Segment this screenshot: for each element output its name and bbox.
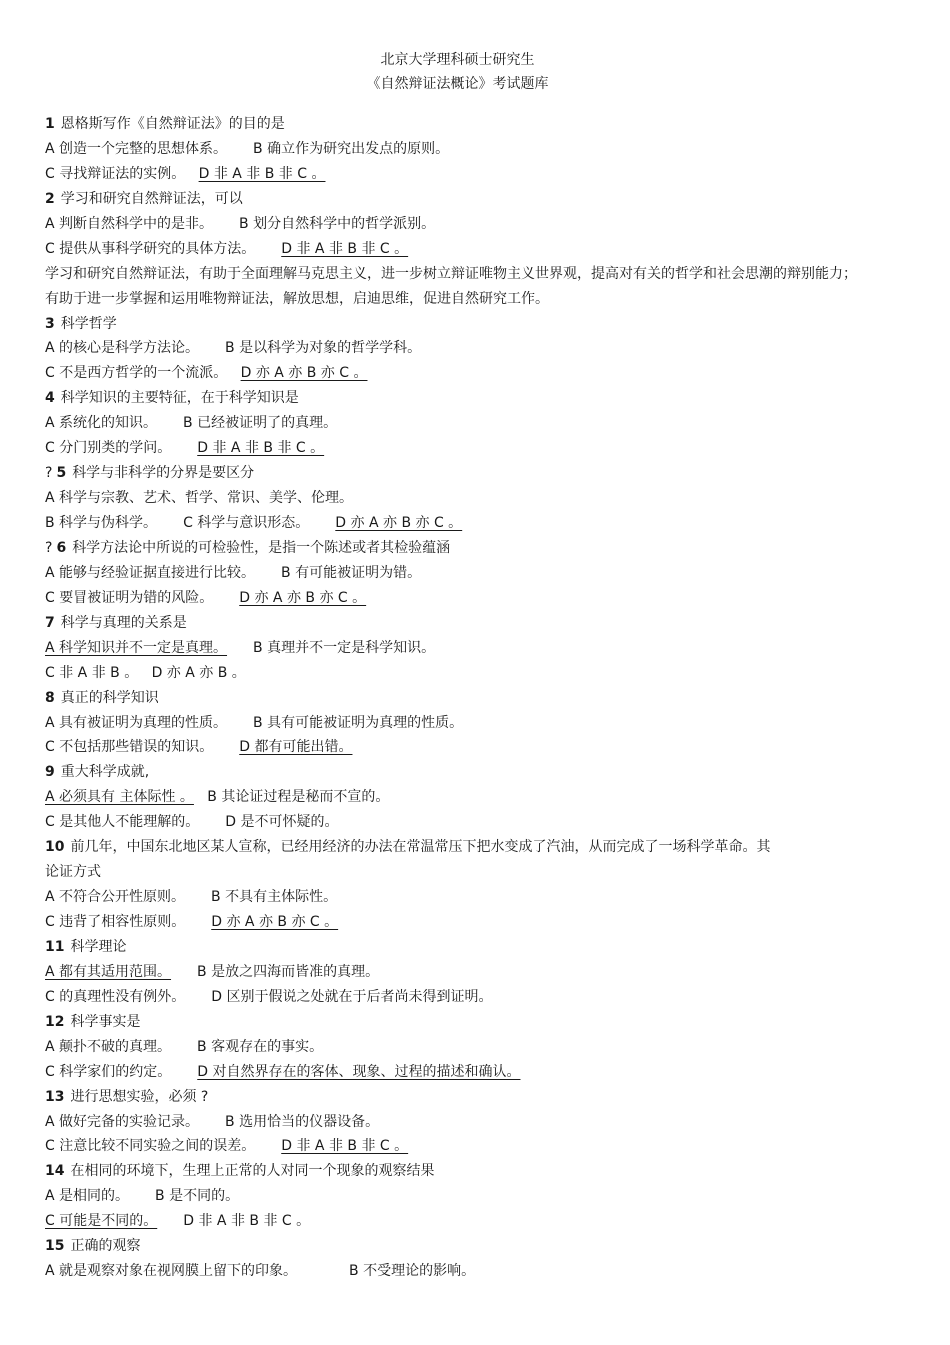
option-d-answer: D 对自然界存在的客体、现象、过程的描述和确认。 — [197, 1063, 521, 1080]
option-c: C 非 A 非 B 。 — [45, 664, 139, 681]
question-6 — [45, 536, 870, 611]
option-b: B 客观存在的事实。 — [197, 1038, 324, 1055]
question-stem: 进行思想实验，必须 ? — [70, 1088, 209, 1105]
option-c: C 科学家们的约定。 — [45, 1063, 172, 1080]
option-d-answer: D 都有可能出错。 — [239, 739, 353, 756]
question-stem: 恩格斯写作《自然辩证法》的目的是 — [60, 116, 285, 132]
option-a: A 不符合公开性原则。 — [45, 889, 186, 906]
option-c: C 违背了相容性原则。 — [45, 914, 186, 931]
question-stem: 科学理论 — [70, 938, 127, 955]
option-b: B 选用恰当的仪器设备。 — [225, 1113, 380, 1130]
option-a: A 科学与宗教、艺术、哲学、常识、美学、伦理。 — [45, 490, 354, 507]
document-header — [45, 48, 870, 96]
option-a: A 颠扑不破的真理。 — [45, 1038, 172, 1055]
question-stem: 在相同的环境下，生理上正常的人对同一个现象的观察结果 — [70, 1163, 435, 1180]
question-stem: 前几年，中国东北地区某人宣称，已经用经济的办法在常温常压下把水变成了汽油，从而完成了一场科学革命。其 — [70, 839, 771, 856]
question-number: 1 — [45, 116, 55, 132]
question-stem: 科学事实是 — [70, 1013, 141, 1030]
option-c: C 科学与意识形态。 — [183, 515, 310, 532]
document-title-line1: 北京大学理科硕士研究生 — [380, 52, 535, 68]
option-d-answer: D 非 A 非 B 非 C 。 — [281, 1138, 409, 1155]
option-b: B 其论证过程是秘而不宣的。 — [207, 789, 390, 806]
question-prefix-mark: ? — [45, 465, 53, 482]
option-b: B 是放之四海而皆准的真理。 — [197, 963, 380, 980]
option-a: A 的核心是科学方法论。 — [45, 340, 200, 357]
document-title-line2: 《自然辩证法概论》考试题库 — [366, 76, 549, 92]
option-d-answer: D 非 A 非 B 非 C 。 — [281, 240, 409, 257]
option-c: C 不包括那些错误的知识。 — [45, 739, 214, 756]
question-14 — [45, 1159, 870, 1234]
question-number: 8 — [45, 689, 55, 706]
option-a-answer: A 都有其适用范围。 — [45, 963, 172, 980]
question-5 — [45, 461, 870, 536]
option-b: B 已经被证明了的真理。 — [183, 415, 338, 432]
option-d-answer: D 亦 A 亦 B 亦 C 。 — [239, 589, 367, 606]
option-d: D 区别于假说之处就在于后者尚未得到证明。 — [211, 988, 493, 1005]
question-11 — [45, 935, 870, 1010]
option-b: B 科学与伪科学。 — [45, 515, 158, 532]
question-number: 4 — [45, 390, 55, 407]
question-number: 2 — [45, 190, 55, 207]
question-number: 15 — [45, 1238, 65, 1255]
question-stem: 学习和研究自然辩证法，可以 — [60, 190, 243, 207]
question-number: 11 — [45, 938, 65, 955]
question-number: 7 — [45, 614, 55, 631]
option-c: C 寻找辩证法的实例。 — [45, 165, 186, 182]
question-9 — [45, 760, 870, 835]
option-c: C 要冒被证明为错的风险。 — [45, 589, 214, 606]
option-a: A 就是观察对象在视网膜上留下的印象。 — [45, 1263, 298, 1280]
option-d: D 非 A 非 B 非 C 。 — [183, 1213, 311, 1230]
question-8 — [45, 686, 870, 761]
question-4 — [45, 386, 870, 461]
option-d: D 是不可怀疑的。 — [225, 814, 339, 831]
option-b: B 确立作为研究出发点的原则。 — [253, 140, 450, 157]
option-d-answer: D 亦 A 亦 B 亦 C 。 — [211, 914, 339, 931]
question-stem: 科学与真理的关系是 — [60, 614, 187, 631]
option-b: B 具有可能被证明为真理的性质。 — [253, 714, 464, 731]
explanation-note: 学习和研究自然辩证法，有助于全面理解马克思主义，进一步树立辩证唯物主义世界观，提高对有关的哲学和社会思潮的辩别能力；有助于进一步掌握和运用唯物辩证法，解放思想，启迪思维，促进自然研究工作。 — [45, 265, 857, 307]
question-stem: 科学方法论中所说的可检验性，是指一个陈述或者其检验蕴涵 — [72, 539, 451, 556]
option-b: B 真理并不一定是科学知识。 — [253, 639, 436, 656]
question-3 — [45, 312, 870, 387]
question-number: 5 — [56, 465, 67, 482]
question-prefix-mark: ? — [45, 539, 53, 556]
question-number: 3 — [45, 315, 55, 332]
option-d: D 亦 A 亦 B 。 — [151, 664, 246, 681]
question-7 — [45, 611, 870, 686]
option-a: A 判断自然科学中的是非。 — [45, 215, 214, 232]
question-stem: 科学哲学 — [60, 315, 117, 332]
option-a: A 具有被证明为真理的性质。 — [45, 714, 228, 731]
option-c: C 是其他人不能理解的。 — [45, 814, 200, 831]
question-stem: 真正的科学知识 — [60, 689, 159, 706]
option-d-answer: D 非 A 非 B 非 C 。 — [198, 165, 326, 182]
option-c: C 的真理性没有例外。 — [45, 988, 186, 1005]
question-10 — [45, 835, 870, 935]
option-a-answer: A 科学知识并不一定是真理。 — [45, 639, 228, 656]
option-b: B 是不同的。 — [155, 1188, 240, 1205]
question-stem: 重大科学成就, — [60, 764, 150, 781]
question-number: 13 — [45, 1088, 65, 1105]
option-d-answer: D 非 A 非 B 非 C 。 — [197, 440, 325, 457]
question-stem: 正确的观察 — [70, 1238, 141, 1255]
option-a: A 系统化的知识。 — [45, 415, 158, 432]
question-2 — [45, 187, 870, 312]
option-c: C 提供从事科学研究的具体方法。 — [45, 240, 256, 257]
option-c: C 不是西方哲学的一个流派。 — [45, 365, 228, 382]
question-number: 6 — [56, 539, 67, 556]
option-b: B 有可能被证明为错。 — [281, 564, 422, 581]
question-12 — [45, 1010, 870, 1085]
question-stem: 科学知识的主要特征，在于科学知识是 — [60, 390, 299, 407]
question-13 — [45, 1085, 870, 1160]
option-c: C 分门别类的学问。 — [45, 440, 172, 457]
question-15 — [45, 1234, 870, 1284]
option-b: B 是以科学为对象的哲学学科。 — [225, 340, 422, 357]
option-a: A 创造一个完整的思想体系。 — [45, 140, 228, 157]
option-c-answer: C 可能是不同的。 — [45, 1213, 158, 1230]
question-stem-continued: 论证方式 — [45, 864, 101, 881]
question-number: 14 — [45, 1163, 65, 1180]
question-number: 12 — [45, 1013, 65, 1030]
question-number: 10 — [45, 839, 65, 856]
option-d-answer: D 亦 A 亦 B 亦 C 。 — [335, 515, 463, 532]
question-stem: 科学与非科学的分界是要区分 — [72, 465, 255, 482]
option-c: C 注意比较不同实验之间的误差。 — [45, 1138, 256, 1155]
option-b: B 不受理论的影响。 — [349, 1263, 476, 1280]
option-a-answer: A 必须具有 主体际性 。 — [45, 789, 194, 806]
question-1 — [45, 112, 870, 187]
question-number: 9 — [45, 764, 55, 781]
option-a: A 做好完备的实验记录。 — [45, 1113, 200, 1130]
option-d-answer: D 亦 A 亦 B 亦 C 。 — [240, 365, 368, 382]
option-a: A 能够与经验证据直接进行比较。 — [45, 564, 256, 581]
option-a: A 是相同的。 — [45, 1188, 130, 1205]
option-b: B 划分自然科学中的哲学派别。 — [239, 215, 436, 232]
option-b: B 不具有主体际性。 — [211, 889, 338, 906]
